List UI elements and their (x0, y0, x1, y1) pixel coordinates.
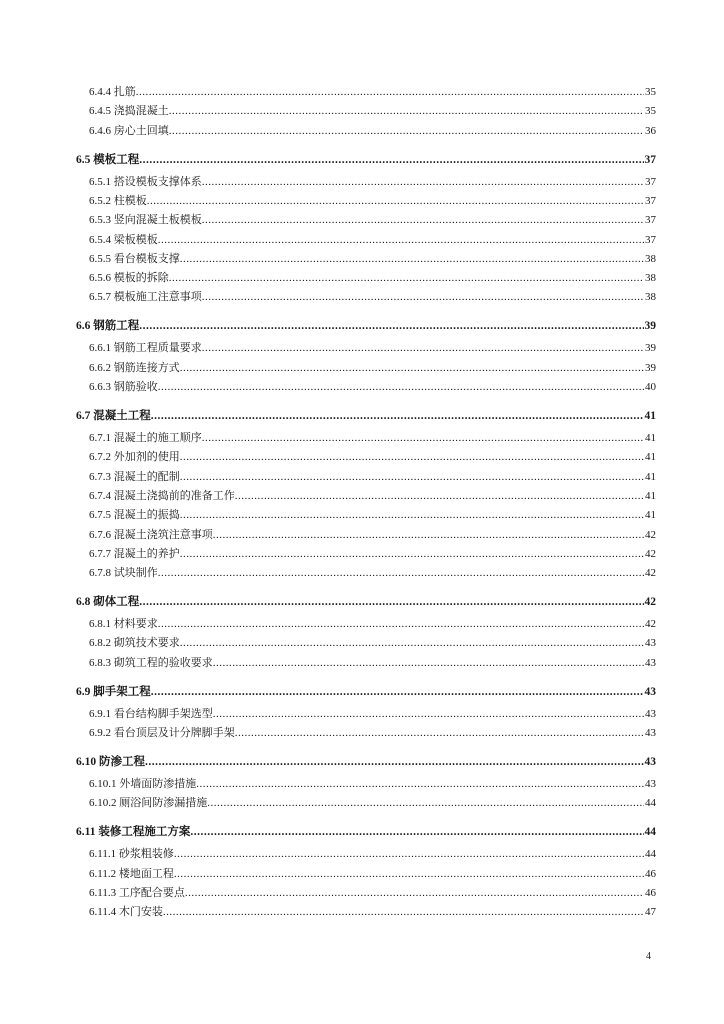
toc-entry-title: 6.5.2 柱模板 (89, 195, 147, 207)
dot-leader (196, 776, 644, 792)
toc-subsection-entry[interactable] (89, 379, 656, 395)
toc-section-entry[interactable] (76, 684, 656, 700)
toc-subsection-entry[interactable] (89, 449, 656, 465)
dot-leader (169, 270, 644, 286)
dot-leader (180, 449, 644, 465)
toc-entry-title: 6.8.3 砌筑工程的验收要求 (89, 657, 213, 669)
dot-leader (180, 507, 644, 523)
toc-entry-title: 6.10.2 厕浴间防渗漏措施 (89, 797, 208, 809)
toc-entry-title: 6.6.1 钢筋工程质量要求 (89, 342, 202, 354)
toc-page-number: 43 (644, 686, 656, 698)
toc-entry-title: 6.5.5 看台模板支撑 (89, 253, 180, 265)
toc-page-number: 38 (645, 272, 656, 284)
toc-page-number: 43 (645, 637, 656, 649)
toc-subsection-entry[interactable] (89, 469, 656, 485)
toc-section-entry[interactable] (76, 754, 656, 770)
toc-entry-title: 6.9 脚手架工程 (76, 686, 151, 698)
toc-page-number: 47 (645, 906, 656, 918)
dot-leader (202, 174, 644, 190)
toc-page-number: 42 (644, 596, 656, 608)
toc-entry-title: 6.5.1 搭设模板支撑体系 (89, 176, 202, 188)
toc-entry-title: 6.9.2 看台顶层及计分牌脚手架 (89, 727, 235, 739)
toc-page-number: 44 (645, 797, 656, 809)
dot-leader (145, 754, 644, 770)
dot-leader (139, 318, 643, 334)
toc-subsection-entry[interactable] (89, 846, 656, 862)
dot-leader (213, 655, 644, 671)
dot-leader (158, 565, 644, 581)
toc-page-number: 46 (645, 887, 656, 899)
toc-entry-title: 6.9.1 看台结构脚手架选型 (89, 708, 213, 720)
toc-subsection-entry[interactable] (89, 866, 656, 882)
toc-entry-title: 6.7.4 混凝土浇捣前的准备工作 (89, 490, 235, 502)
toc-subsection-entry[interactable] (89, 123, 656, 139)
dot-leader (235, 488, 644, 504)
dot-leader (213, 706, 644, 722)
dot-leader (158, 616, 644, 632)
toc-subsection-entry[interactable] (89, 795, 656, 811)
dot-leader (190, 824, 643, 840)
dot-leader (151, 408, 644, 424)
toc-entry-title: 6.7.2 外加剂的使用 (89, 451, 180, 463)
toc-page-number: 37 (644, 154, 656, 166)
toc-subsection-entry[interactable] (89, 430, 656, 446)
toc-page-number: 39 (645, 342, 656, 354)
toc-subsection-entry[interactable] (89, 174, 656, 190)
toc-entry-title: 6.7.1 混凝土的施工顺序 (89, 432, 202, 444)
dot-leader (202, 340, 644, 356)
toc-subsection-entry[interactable] (89, 616, 656, 632)
toc-entry-title: 6.10 防渗工程 (76, 756, 145, 768)
dot-leader (202, 212, 644, 228)
toc-subsection-entry[interactable] (89, 212, 656, 228)
toc-page-number: 43 (645, 708, 656, 720)
toc-subsection-entry[interactable] (89, 546, 656, 562)
dot-leader (174, 846, 644, 862)
toc-entry-title: 6.7 混凝土工程 (76, 410, 151, 422)
toc-entry-title: 6.8.1 材料要求 (89, 618, 158, 630)
dot-leader (180, 469, 644, 485)
toc-entry-title: 6.7.8 试块制作 (89, 567, 158, 579)
toc-entry-title: 6.10.1 外墙面防渗措施 (89, 778, 197, 790)
dot-leader (139, 594, 643, 610)
toc-page-number: 43 (645, 778, 656, 790)
dot-leader (180, 360, 644, 376)
toc-entry-title: 6.7.6 混凝土浇筑注意事项 (89, 529, 213, 541)
toc-subsection-entry[interactable] (89, 635, 656, 651)
toc-page-number: 41 (645, 471, 656, 483)
dot-leader (180, 635, 644, 651)
toc-page-number: 41 (644, 410, 656, 422)
toc-subsection-entry[interactable] (89, 103, 656, 119)
toc-subsection-entry[interactable] (89, 193, 656, 209)
toc-subsection-entry[interactable] (89, 885, 656, 901)
toc-entry-title: 6.6 钢筋工程 (76, 320, 140, 332)
toc-entry-title: 6.7.7 混凝土的养护 (89, 548, 180, 560)
toc-entry-title: 6.11 装修工程施工方案 (76, 826, 191, 838)
dot-leader (207, 795, 644, 811)
toc-page-number: 42 (645, 618, 656, 630)
toc-entry-title: 6.11.2 楼地面工程 (89, 868, 174, 880)
toc-subsection-entry[interactable] (89, 251, 656, 267)
dot-leader (180, 546, 644, 562)
dot-leader (136, 84, 644, 100)
toc-subsection-entry[interactable] (89, 565, 656, 581)
toc-entry-title: 6.11.3 工序配合要点 (89, 887, 185, 899)
dot-leader (151, 684, 644, 700)
dot-leader (185, 885, 644, 901)
toc-subsection-entry[interactable] (89, 289, 656, 305)
dot-leader (174, 866, 644, 882)
dot-leader (202, 430, 644, 446)
toc-entry-title: 6.8 砌体工程 (76, 596, 140, 608)
dot-leader (147, 193, 644, 209)
toc-subsection-entry[interactable] (89, 507, 656, 523)
dot-leader (158, 232, 644, 248)
toc-subsection-entry[interactable] (89, 655, 656, 671)
toc-page-number: 41 (645, 432, 656, 444)
toc-page-number: 42 (645, 567, 656, 579)
toc-entry-title: 6.11.4 木门安装 (89, 906, 163, 918)
toc-entry-title: 6.4.4 扎筋 (89, 86, 136, 98)
toc-entry-title: 6.8.2 砌筑技术要求 (89, 637, 180, 649)
toc-page-number: 43 (645, 657, 656, 669)
toc-subsection-entry[interactable] (89, 776, 656, 792)
toc-page-number: 43 (644, 756, 656, 768)
toc-page-number: 46 (645, 868, 656, 880)
toc-entry-title: 6.4.6 房心土回填 (89, 125, 169, 137)
toc-page-number: 42 (645, 529, 656, 541)
toc-entry-title: 6.5.6 模板的拆除 (89, 272, 169, 284)
toc-page-number: 36 (645, 125, 656, 137)
dot-leader (235, 725, 644, 741)
toc-entry-title: 6.7.5 混凝土的振捣 (89, 509, 180, 521)
toc-subsection-entry[interactable] (89, 270, 656, 286)
toc-subsection-entry[interactable] (89, 84, 656, 100)
toc-subsection-entry[interactable] (89, 904, 656, 920)
toc-entry-title: 6.6.3 钢筋验收 (89, 381, 158, 393)
toc-section-entry[interactable] (76, 408, 656, 424)
toc-entry-title: 6.5 模板工程 (76, 154, 140, 166)
toc-page-number: 37 (645, 176, 656, 188)
dot-leader (158, 379, 644, 395)
toc-entry-title: 6.6.2 钢筋连接方式 (89, 362, 180, 374)
toc-entry-title: 6.5.7 模板施工注意事项 (89, 291, 202, 303)
dot-leader (163, 904, 644, 920)
toc-section-entry[interactable] (76, 824, 656, 840)
toc-page-number: 44 (645, 848, 656, 860)
toc-entry-title: 6.4.5 浇捣混凝土 (89, 105, 169, 117)
toc-subsection-entry[interactable] (89, 725, 656, 741)
toc-entry-title: 6.7.3 混凝土的配制 (89, 471, 180, 483)
toc-page-number: 37 (645, 195, 656, 207)
toc-section-entry[interactable] (76, 152, 656, 168)
toc-page-number: 43 (645, 727, 656, 739)
toc-subsection-entry[interactable] (89, 232, 656, 248)
page-number: 4 (646, 951, 651, 962)
toc-page-number: 44 (644, 826, 656, 838)
toc-page-number: 38 (645, 253, 656, 265)
dot-leader (213, 527, 644, 543)
toc-page-number: 41 (645, 451, 656, 463)
toc-page-number: 39 (644, 320, 656, 332)
toc-page-number: 35 (645, 105, 656, 117)
toc-subsection-entry[interactable] (89, 706, 656, 722)
toc-page-number: 37 (645, 214, 656, 226)
toc-entry-title: 6.11.1 砂浆粗装修 (89, 848, 174, 860)
dot-leader (169, 103, 644, 119)
toc-page-number: 38 (645, 291, 656, 303)
toc-subsection-entry[interactable] (89, 360, 656, 376)
toc-page-number: 35 (645, 86, 656, 98)
toc-section-entry[interactable] (76, 318, 656, 334)
toc-subsection-entry[interactable] (89, 488, 656, 504)
toc-section-entry[interactable] (76, 594, 656, 610)
dot-leader (139, 152, 643, 168)
toc-entry-title: 6.5.3 竖向混凝土板模板 (89, 214, 202, 226)
toc-entry-title: 6.5.4 梁板模板 (89, 234, 158, 246)
toc-page-number: 42 (645, 548, 656, 560)
toc-page-number: 40 (645, 381, 656, 393)
toc-page-number: 41 (645, 509, 656, 521)
toc-page-number: 39 (645, 362, 656, 374)
dot-leader (169, 123, 644, 139)
dot-leader (202, 289, 644, 305)
toc-page-number: 41 (645, 490, 656, 502)
dot-leader (180, 251, 644, 267)
toc-subsection-entry[interactable] (89, 527, 656, 543)
toc-page-number: 37 (645, 234, 656, 246)
toc-subsection-entry[interactable] (89, 340, 656, 356)
